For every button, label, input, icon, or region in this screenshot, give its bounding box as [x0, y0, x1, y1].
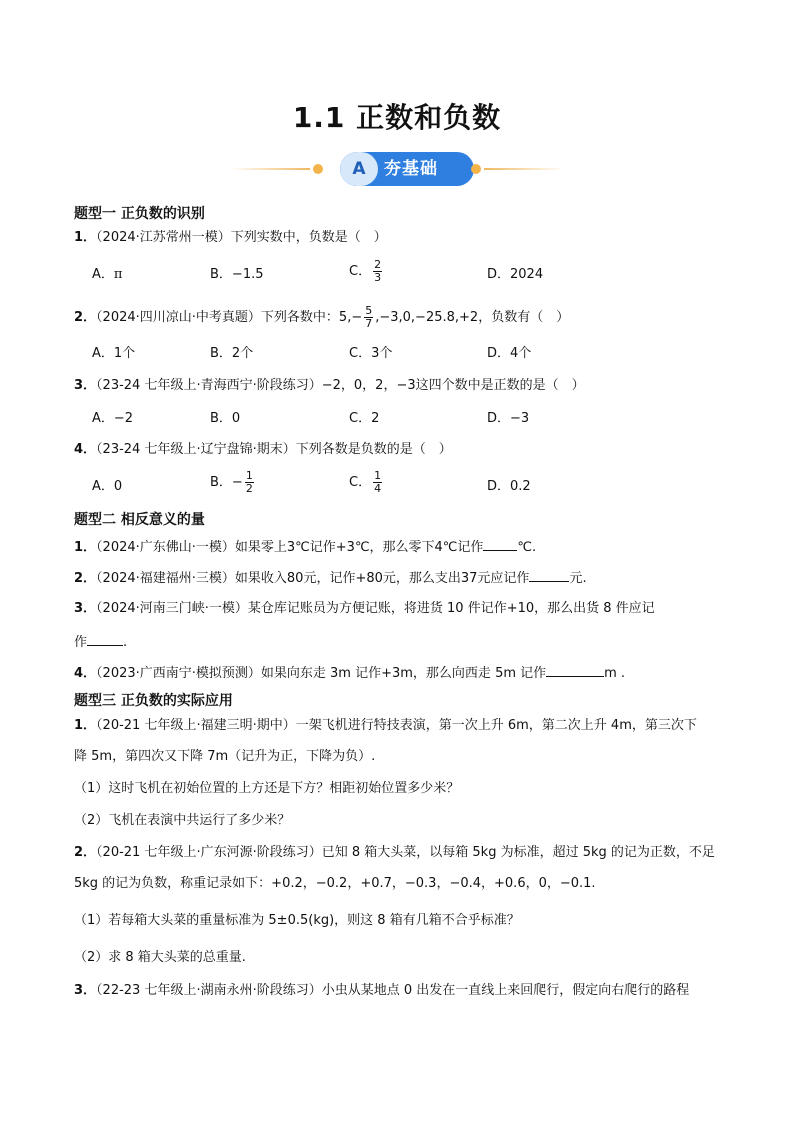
question-2-1: 1．（2024·广东佛山·一模）如果零上3℃记作+3℃，那么零下4℃记作 ℃. — [74, 536, 536, 558]
option-d: D．0.2 — [487, 479, 531, 494]
option-d: D．4个 — [487, 346, 532, 361]
question-number: 4． — [74, 442, 97, 457]
question-source: （2024·河南三门峡·一模） — [96, 601, 248, 616]
fraction: $\frac{2}{3}$ — [374, 258, 382, 284]
option-d: D．2024 — [487, 267, 544, 282]
question-source: （23-24 七年级上·辽宁盘锦·期末） — [96, 442, 296, 457]
question-source: （2023·广西南宁·模拟预测） — [96, 666, 261, 681]
question-1-1 — [74, 228, 387, 248]
option-a: A．0 — [92, 479, 123, 494]
banner-line-right — [484, 168, 564, 170]
option-c: C． $\frac{2}{3}$ — [349, 258, 382, 284]
question-3-2-sub-2: （2）求 8 箱大头菜的总重量. — [74, 950, 246, 965]
option-c: C．2 — [349, 411, 380, 426]
fraction: $\frac{5}{7}$ — [365, 304, 373, 330]
question-source: （2024·福建福州·三模） — [96, 571, 235, 586]
question-3-2-sub-1: （1）若每箱大头菜的重量标准为 5±0.5(kg)，则这 8 箱有几箱不合乎标准？ — [74, 913, 520, 928]
question-3-1-sub-1: （1）这时飞机在初始位置的上方还是下方？相距初始位置多少米？ — [74, 781, 460, 796]
question-3-3-line-1: 3．（22-23 七年级上·湖南永州·阶段练习）小虫从某地点 0 出发在一直线上来回爬行，假定向右爬行的路程 — [74, 983, 690, 998]
question-stem: −2，0，2，−3这四个数中是正数的是（ ） — [321, 378, 585, 393]
question-2-2: 2．（2024·福建福州·三模）如果收入80元，记作+80元，那么支出37元应记作 元. — [74, 567, 587, 589]
question-3-2-line-2: 5kg 的记为负数，称重记录如下：+0.2，−0.2，+0.7，−0.3，−0.4，+0.6，0，−0.1. — [74, 876, 596, 891]
option-a: A．1个 — [92, 346, 136, 361]
banner-dot-left — [313, 164, 323, 174]
banner-line-left — [230, 168, 310, 170]
question-3-2-line-1: 2．（20-21 七年级上·广东河源·阶段练习）已知 8 箱大头菜，以每箱 5kg 为标准，超过 5kg 的记为正数，不足 — [74, 845, 715, 860]
question-number: 3． — [74, 601, 97, 616]
banner-dot-right — [471, 164, 481, 174]
section-heading-1: 题型一 正负数的识别 — [74, 206, 205, 222]
option-b: B．0 — [210, 411, 241, 426]
fraction: $\frac{1}{4}$ — [374, 469, 382, 495]
question-3-1-line-1: 1．（20-21 七年级上·福建三明·期中）一架飞机进行特技表演，第一次上升 6m，第二次上升 4m，第三次下 — [74, 718, 697, 733]
question-1-3 — [74, 376, 585, 396]
option-b: B．− $\frac{1}{2}$ — [210, 469, 253, 495]
question-number: 2． — [74, 310, 97, 325]
question-2-4: 4．（2023·广西南宁·模拟预测）如果向东走 3m 记作+3m，那么向西走 5m 记作 m . — [74, 662, 625, 684]
answer-blank[interactable] — [87, 631, 123, 646]
question-stem: 下列实数中，负数是（ ） — [230, 230, 387, 245]
number-list-rest: ,−3,0,−25.8,+2 — [375, 310, 479, 325]
question-source: （2024·四川凉山·中考真题） — [96, 310, 261, 325]
question-2-3-line-2: 作 . — [74, 631, 127, 653]
question-stem: 下列各数是负数的是（ ） — [295, 442, 452, 457]
question-number: 2． — [74, 571, 97, 586]
question-1-2: 2．（2024·四川凉山·中考真题）下列各数中：5,− $\frac{5}{7}$ ,−3,0,−25.8,+2，负数有（ ） — [74, 304, 570, 330]
question-number: 3． — [74, 378, 97, 393]
answer-blank[interactable] — [546, 662, 604, 677]
question-source: （2024·江苏常州一模） — [96, 230, 231, 245]
question-source: （20-21 七年级上·广东河源·阶段练习） — [96, 845, 322, 860]
level-banner — [230, 152, 564, 186]
question-source: （2024·广东佛山·一模） — [96, 540, 235, 555]
option-c: C． $\frac{1}{4}$ — [349, 469, 382, 495]
question-number: 2． — [74, 845, 97, 860]
option-c: C．3个 — [349, 346, 393, 361]
option-a: A．−2 — [92, 411, 134, 426]
option-d: D．−3 — [487, 411, 530, 426]
question-number: 1． — [74, 718, 97, 733]
section-heading-3: 题型三 正负数的实际应用 — [74, 693, 233, 709]
question-1-4 — [74, 440, 452, 460]
question-3-1-line-2: 降 5m，第四次又下降 7m（记升为正，下降为负）. — [74, 749, 376, 764]
answer-blank[interactable] — [483, 536, 517, 551]
question-number: 3． — [74, 983, 97, 998]
question-number: 1． — [74, 230, 97, 245]
option-b: B．2个 — [210, 346, 254, 361]
question-3-1-sub-2: （2）飞机在表演中共运行了多少米？ — [74, 813, 291, 828]
option-b: B．−1.5 — [210, 267, 264, 282]
banner-label: 夯基础 — [384, 159, 438, 179]
answer-blank[interactable] — [529, 567, 569, 582]
question-number: 1． — [74, 540, 97, 555]
question-source: （23-24 七年级上·青海西宁·阶段练习） — [96, 378, 322, 393]
question-source: （20-21 七年级上·福建三明·期中） — [96, 718, 296, 733]
banner-pill — [340, 152, 474, 186]
question-2-3-line-1: 3．（2024·河南三门峡·一模）某仓库记账员为方便记账，将进货 10 件记作+10，那么出货 8 件应记 — [74, 601, 655, 616]
question-source: （22-23 七年级上·湖南永州·阶段练习） — [96, 983, 322, 998]
fraction: $\frac{1}{2}$ — [245, 469, 253, 495]
number-list: 5,− — [338, 310, 363, 325]
option-a: A．π — [92, 267, 123, 282]
page-title: 1.1 正数和负数 — [292, 101, 502, 134]
question-number: 4． — [74, 666, 97, 681]
section-heading-2: 题型二 相反意义的量 — [74, 512, 205, 528]
banner-letter: A — [340, 152, 378, 186]
